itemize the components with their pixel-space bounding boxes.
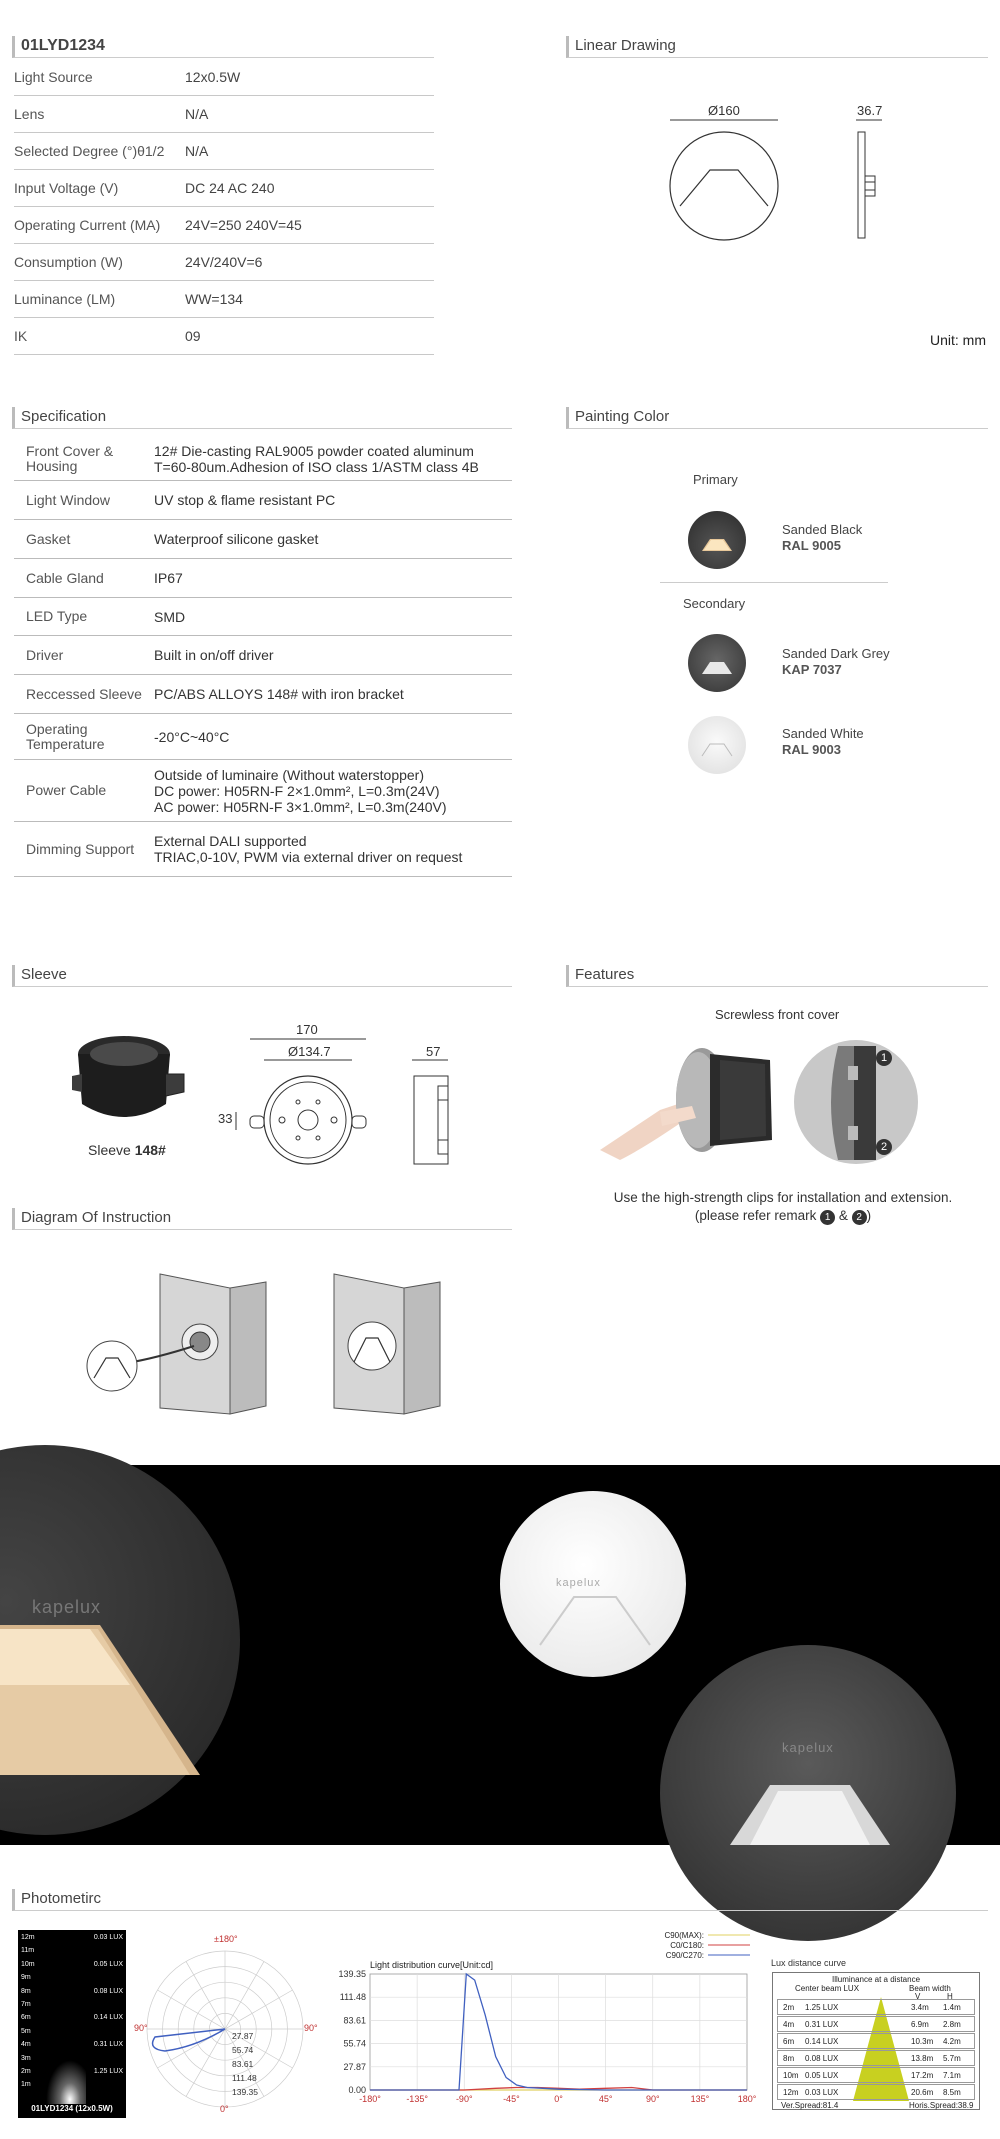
distance-row-label: 7m bbox=[21, 2001, 31, 2008]
specification-value bbox=[154, 531, 512, 547]
specification-value bbox=[154, 492, 512, 508]
features-text-line2: (please refer remark 1 & 2 ) bbox=[694, 1208, 872, 1223]
banner-brand-right: kapelux bbox=[782, 1740, 834, 1755]
specification-value bbox=[154, 767, 512, 815]
sleeve-dim-depth: 57 bbox=[426, 1044, 441, 1059]
lux-table-v: 6.9m bbox=[911, 2020, 929, 2029]
distance-chart-caption: 01LYD1234 (12x0.5W) bbox=[31, 2104, 113, 2113]
spec-value: 12x0.5W bbox=[185, 69, 241, 85]
distance-chart-beam bbox=[46, 2060, 86, 2104]
y-tick-label: 111.48 bbox=[339, 1992, 366, 2003]
instruction-diagram bbox=[80, 1268, 460, 1418]
lux-table-v: 10.3m bbox=[911, 2037, 934, 2046]
features-text bbox=[566, 1189, 1000, 1225]
specification-value-line: PC/ABS ALLOYS 148# with iron bracket bbox=[154, 686, 404, 702]
y-tick-label: 55.74 bbox=[343, 2038, 366, 2049]
specification-row bbox=[14, 636, 512, 675]
specification-value bbox=[154, 833, 512, 865]
specification-value-line: T=60-80um.Adhesion of ISO class 1/ASTM class 4B bbox=[154, 458, 479, 475]
specification-title: Specification bbox=[21, 408, 107, 425]
lux-table-lux: 0.08 LUX bbox=[805, 2054, 839, 2063]
specification-label: Dimming Support bbox=[26, 840, 135, 857]
x-tick-label: -90° bbox=[455, 2094, 473, 2104]
sleeve-caption: Sleeve 148# bbox=[88, 1142, 166, 1158]
distance-lux-label: 0.08 LUX bbox=[93, 1987, 123, 1995]
spec-label: Consumption (W) bbox=[14, 254, 123, 270]
specification-value bbox=[154, 686, 512, 702]
spec-value: N/A bbox=[185, 143, 209, 159]
banner-lamp-left-glow bbox=[0, 1625, 220, 1775]
specification-row bbox=[14, 481, 512, 520]
spec-label: Luminance (LM) bbox=[14, 291, 116, 307]
spec-row bbox=[14, 96, 434, 133]
specification-label: Cable Gland bbox=[26, 569, 104, 586]
color-name-white: Sanded White RAL 9003 bbox=[782, 726, 864, 757]
lux-table-h: 5.7m bbox=[943, 2054, 961, 2063]
distance-row-label: 2m bbox=[21, 2068, 31, 2075]
sleeve-header bbox=[12, 965, 512, 987]
spec-row bbox=[14, 318, 434, 355]
spec-value: 24V=250 240V=45 bbox=[185, 217, 302, 233]
spec-label: Light Source bbox=[14, 69, 93, 85]
specification-label: Power Cable bbox=[26, 782, 107, 798]
sleeve-title: Sleeve bbox=[21, 966, 67, 983]
specification-header bbox=[12, 407, 512, 429]
lux-table-title: Lux distance curve bbox=[771, 1958, 847, 1968]
lux-table-lux: 0.05 LUX bbox=[805, 2071, 839, 2080]
color-swatch-white bbox=[688, 716, 746, 774]
specification-value-line: IP67 bbox=[154, 570, 183, 586]
linear-drawing-title: Linear Drawing bbox=[575, 37, 676, 54]
specification-value bbox=[154, 609, 512, 625]
primary-divider bbox=[660, 582, 888, 583]
spec-row bbox=[14, 59, 434, 96]
spec-value: DC 24 AC 240 bbox=[185, 180, 275, 196]
specification-value-line: SMD bbox=[154, 608, 186, 625]
features-header bbox=[566, 965, 988, 987]
polar-left-label: 90° bbox=[134, 2023, 148, 2033]
distance-row-label: 5m bbox=[21, 2027, 31, 2035]
specification-label: Front Cover & Housing bbox=[26, 442, 114, 474]
polar-bottom-label: 0° bbox=[220, 2104, 229, 2114]
lux-table-lux: 1.25 LUX bbox=[805, 2003, 839, 2012]
lux-table-h: 7.1m bbox=[943, 2071, 961, 2080]
lux-table-h: 8.5m bbox=[943, 2088, 961, 2097]
spec-row bbox=[14, 244, 434, 281]
distance-lux-label: 0.03 LUX bbox=[93, 1934, 123, 1941]
specification-value-line: Waterproof silicone gasket bbox=[154, 531, 319, 547]
features-hand-photo bbox=[600, 1040, 780, 1160]
lux-table-h: 4.2m bbox=[943, 2037, 961, 2046]
specification-value bbox=[154, 729, 512, 745]
specification-row bbox=[14, 714, 512, 760]
lux-table-distance: 4m bbox=[783, 2020, 795, 2029]
features-clip-detail bbox=[794, 1038, 924, 1168]
distance-row-label: 1m bbox=[21, 2081, 31, 2089]
chart-title: Light distribution curve[Unit:cd] bbox=[370, 1960, 494, 1970]
specification-value-line: Built in on/off driver bbox=[154, 647, 274, 663]
spec-label: Selected Degree (°)θ1/2 bbox=[14, 143, 165, 159]
polar-value-label: 55.74 bbox=[232, 2045, 254, 2055]
lux-table-col-beam: Beam width bbox=[909, 1984, 951, 1993]
distance-lux-label: 0.31 LUX bbox=[93, 2041, 123, 2049]
unit-label: Unit: mm bbox=[930, 332, 986, 348]
lux-table-ver-spread: Ver.Spread:81.4 bbox=[781, 2101, 839, 2110]
polar-value-label: 83.61 bbox=[232, 2059, 254, 2069]
specification-value bbox=[154, 647, 512, 663]
spec-label: IK bbox=[14, 328, 28, 344]
lux-table-hor-spread: Horis.Spread:38.9 bbox=[909, 2101, 974, 2110]
polar-value-label: 139.35 bbox=[232, 2087, 258, 2097]
specification-value-line: Outside of luminaire (Without waterstopper) bbox=[154, 766, 424, 783]
sleeve-drawing bbox=[210, 1020, 470, 1170]
x-tick-label: -45° bbox=[503, 2094, 520, 2104]
banner-brand-left: kapelux bbox=[32, 1597, 102, 1617]
y-tick-label: 139.35 bbox=[338, 1969, 366, 1979]
lux-table-distance: 12m bbox=[783, 2088, 799, 2097]
spec-row bbox=[14, 281, 434, 318]
sleeve-dim-outer: 170 bbox=[296, 1022, 318, 1037]
specification-row bbox=[14, 559, 512, 598]
polar-value-label: 27.87 bbox=[232, 2031, 254, 2041]
spec-label: Lens bbox=[14, 106, 45, 122]
x-tick-label: -135° bbox=[406, 2094, 428, 2104]
distance-lux-label: 1.25 LUX bbox=[93, 2068, 123, 2075]
y-tick-label: 83.61 bbox=[343, 2015, 366, 2026]
linear-drawing-header bbox=[566, 36, 988, 58]
lux-table-v: 3.4m bbox=[911, 2003, 929, 2012]
specification-label: Reccessed Sleeve bbox=[26, 685, 142, 702]
feature-marker-1: 1 bbox=[876, 1050, 892, 1066]
distance-chart bbox=[18, 1930, 126, 2118]
y-tick-label: 0.00 bbox=[348, 2085, 366, 2095]
sleeve-photo bbox=[68, 1024, 188, 1134]
lux-table-h: 2.8m bbox=[943, 2020, 961, 2029]
distance-row-label: 6m bbox=[21, 2014, 31, 2022]
distance-row-label: 10m bbox=[21, 1960, 35, 1968]
remark-marker-1: 1 bbox=[820, 1210, 835, 1225]
lux-table-distance: 10m bbox=[783, 2071, 799, 2080]
distance-row-label: 11m bbox=[21, 1947, 35, 1955]
painting-color-title: Painting Color bbox=[575, 408, 670, 425]
specification-row bbox=[14, 760, 512, 822]
lux-table-distance: 6m bbox=[783, 2037, 795, 2046]
x-tick-label: 90° bbox=[645, 2094, 660, 2104]
product-code-header bbox=[12, 36, 434, 58]
x-tick-label: 135° bbox=[690, 2094, 710, 2104]
remark-marker-2: 2 bbox=[852, 1210, 867, 1225]
polar-right-label: 90° bbox=[304, 2023, 318, 2033]
photometric-title: Photometirc bbox=[21, 1890, 102, 1907]
linear-depth-label: 36.7 bbox=[857, 103, 883, 118]
distance-lux-label: 0.14 LUX bbox=[93, 2014, 123, 2022]
distance-row-label: 3m bbox=[21, 2054, 31, 2062]
distance-row-label: 12m bbox=[21, 1934, 35, 1941]
specification-label: Gasket bbox=[26, 530, 71, 547]
lux-table bbox=[772, 1972, 980, 2110]
specification-label: Driver bbox=[26, 646, 64, 663]
specification-row bbox=[14, 520, 512, 559]
lux-table-lux: 0.03 LUX bbox=[805, 2088, 839, 2097]
specification-value bbox=[154, 443, 512, 475]
spec-value: 24V/240V=6 bbox=[185, 254, 263, 270]
spec-row bbox=[14, 133, 434, 170]
spec-value: WW=134 bbox=[185, 291, 243, 307]
specification-value bbox=[154, 570, 512, 586]
painting-color-header bbox=[566, 407, 988, 429]
product-code: 01LYD1234 bbox=[21, 37, 105, 54]
y-tick-label: 27.87 bbox=[343, 2061, 366, 2072]
banner-lamp-right-glow bbox=[720, 1755, 900, 1845]
linear-diameter-label: Ø160 bbox=[708, 103, 740, 118]
lux-table-distance: 8m bbox=[783, 2054, 795, 2063]
features-title: Features bbox=[575, 966, 635, 983]
specification-value-line: External DALI supported bbox=[154, 833, 307, 849]
lux-table-v: 20.6m bbox=[911, 2088, 934, 2097]
primary-label: Primary bbox=[693, 472, 738, 487]
specification-row bbox=[14, 675, 512, 714]
specification-value-line: AC power: H05RN-F 3×1.0mm², L=0.3m(240V) bbox=[154, 798, 447, 815]
specification-label: Operating Temperature bbox=[26, 720, 105, 752]
lux-table-lux: 0.31 LUX bbox=[805, 2020, 839, 2029]
x-tick-label: 180° bbox=[737, 2094, 757, 2104]
spec-row bbox=[14, 170, 434, 207]
distance-row-label: 4m bbox=[21, 2041, 31, 2049]
product-banner bbox=[0, 1465, 1000, 1845]
color-name-dark-grey: Sanded Dark Grey KAP 7037 bbox=[782, 646, 890, 677]
features-subtitle: Screwless front cover bbox=[715, 1007, 840, 1022]
specification-row bbox=[14, 437, 512, 481]
lux-table-distance: 2m bbox=[783, 2003, 795, 2012]
color-name-black: Sanded Black RAL 9005 bbox=[782, 522, 863, 553]
spec-row bbox=[14, 207, 434, 244]
feature-marker-2: 2 bbox=[876, 1139, 892, 1155]
legend-label: C0/C180: bbox=[670, 1941, 704, 1950]
color-swatch-black bbox=[688, 511, 746, 569]
linear-drawing bbox=[640, 96, 900, 246]
lux-table-h: 1.4m bbox=[943, 2003, 961, 2012]
banner-brand-center: kapelux bbox=[556, 1577, 601, 1589]
specification-label: Light Window bbox=[26, 491, 111, 508]
specification-row bbox=[14, 598, 512, 636]
secondary-label: Secondary bbox=[683, 596, 746, 611]
specification-value-line: -20°C~40°C bbox=[154, 728, 230, 745]
spec-value: N/A bbox=[185, 106, 209, 122]
lux-table-col-v: V bbox=[915, 1992, 921, 2001]
photometric-header bbox=[12, 1889, 988, 1911]
specification-value-line: 12# Die-casting RAL9005 powder coated aluminum bbox=[154, 442, 474, 459]
lux-table-col-center: Center beam LUX bbox=[795, 1984, 860, 1993]
x-tick-label: 0° bbox=[554, 2094, 563, 2104]
spec-label: Operating Current (MA) bbox=[14, 217, 161, 233]
spec-value: 09 bbox=[185, 328, 201, 344]
sleeve-dim-inner: Ø134.7 bbox=[288, 1044, 331, 1059]
polar-top-label: ±180° bbox=[214, 1934, 238, 1944]
spec-label: Input Voltage (V) bbox=[14, 180, 119, 196]
specification-value-line: DC power: H05RN-F 2×1.0mm², L=0.3m(24V) bbox=[154, 782, 440, 799]
lux-table-v: 13.8m bbox=[911, 2054, 934, 2063]
legend-label: C90/C270: bbox=[665, 1951, 704, 1960]
specification-value-line: UV stop & flame resistant PC bbox=[154, 492, 336, 508]
specification-row bbox=[14, 822, 512, 877]
polar-chart bbox=[140, 1944, 310, 2114]
sleeve-dim-height: 33 bbox=[218, 1111, 233, 1126]
specification-value-line: TRIAC,0-10V, PWM via external driver on request bbox=[154, 849, 463, 865]
instruction-title: Diagram Of Instruction bbox=[21, 1209, 172, 1226]
instruction-header bbox=[12, 1208, 512, 1230]
specification-label: LED Type bbox=[26, 608, 88, 624]
polar-value-label: 111.48 bbox=[232, 2073, 257, 2083]
distance-lux-label: 0.05 LUX bbox=[93, 1960, 123, 1968]
color-swatch-dark-grey bbox=[688, 634, 746, 692]
distance-row-label: 9m bbox=[21, 1974, 31, 1982]
lux-table-col-h: H bbox=[947, 1992, 953, 2001]
light-distribution-chart bbox=[330, 1930, 757, 2120]
x-tick-label: 45° bbox=[598, 2094, 613, 2104]
lux-table-heading: Illuminance at a distance bbox=[831, 1975, 921, 1984]
lux-table-lux: 0.14 LUX bbox=[805, 2037, 839, 2046]
distance-row-label: 8m bbox=[21, 1987, 31, 1995]
lux-table-v: 17.2m bbox=[911, 2071, 934, 2080]
features-text-line1: Use the high-strength clips for installation and extension. bbox=[613, 1190, 953, 1205]
x-tick-label: -180° bbox=[359, 2094, 381, 2104]
legend-label: C90(MAX): bbox=[664, 1931, 704, 1940]
